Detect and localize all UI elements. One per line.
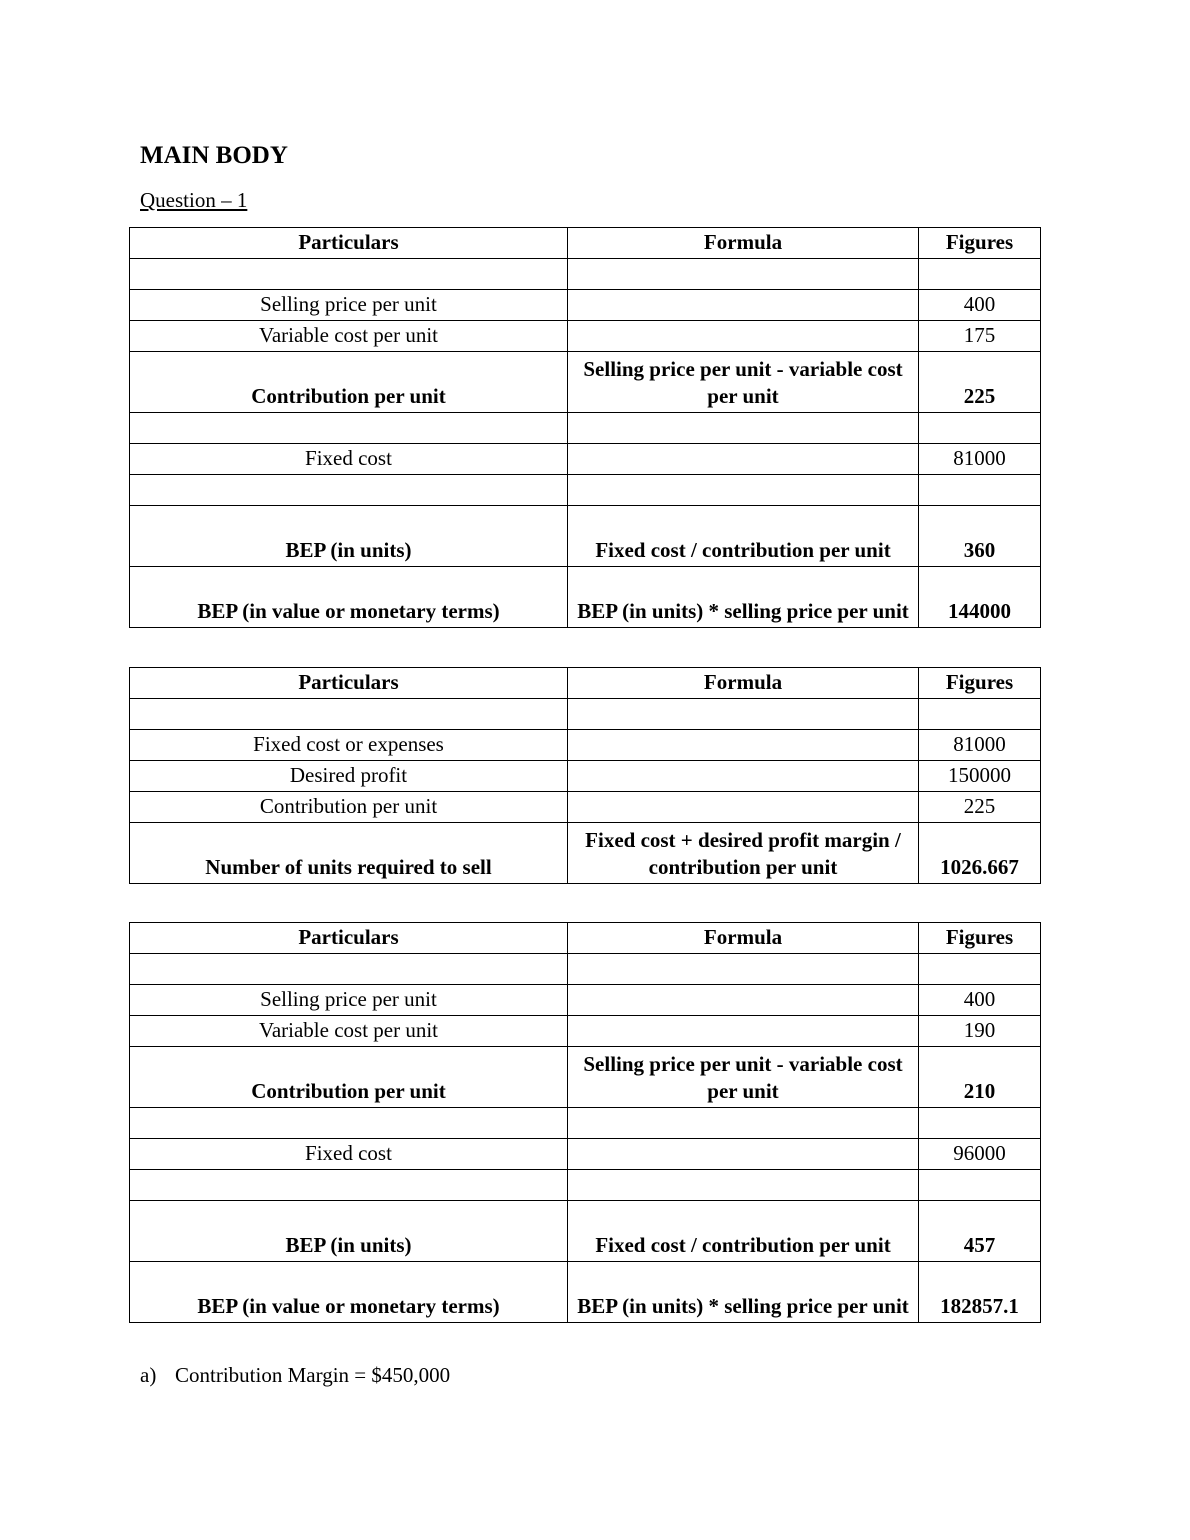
cell-figures (919, 475, 1041, 506)
cell-formula (568, 730, 919, 761)
question-label: Question – 1 (140, 188, 248, 212)
contribution-margin-text: Contribution Margin = $450,000 (175, 1363, 451, 1387)
table-row (130, 567, 1041, 628)
cell-figures: 175 (919, 321, 1041, 352)
cell-formula: BEP (in units) * selling price per unit (568, 567, 919, 628)
cell-particulars (130, 699, 568, 730)
list-marker: a) (140, 1363, 157, 1387)
cell-particulars: BEP (in value or monetary terms) (130, 567, 568, 628)
cell-figures: 210 (919, 1047, 1041, 1108)
cell-particulars: Contribution per unit (130, 792, 568, 823)
page-title: MAIN BODY (140, 142, 288, 169)
table-row (130, 730, 1041, 761)
cell-formula (568, 1108, 919, 1139)
cell-figures: 81000 (919, 730, 1041, 761)
cell-figures: 225 (919, 792, 1041, 823)
column-header-formula: Formula (568, 228, 919, 259)
table-row (130, 1262, 1041, 1323)
column-header-particulars: Particulars (130, 923, 568, 954)
cell-particulars: Selling price per unit (130, 985, 568, 1016)
cell-particulars: Variable cost per unit (130, 1016, 568, 1047)
table-row (130, 352, 1041, 413)
cell-formula (568, 699, 919, 730)
cell-particulars: Contribution per unit (130, 1047, 568, 1108)
table-row (130, 761, 1041, 792)
cell-figures (919, 1108, 1041, 1139)
cell-formula (568, 444, 919, 475)
cell-particulars: Fixed cost (130, 444, 568, 475)
table-header-row (130, 228, 1041, 259)
cell-figures: 190 (919, 1016, 1041, 1047)
cell-figures (919, 413, 1041, 444)
cell-figures: 400 (919, 985, 1041, 1016)
cell-figures: 81000 (919, 444, 1041, 475)
cell-formula (568, 1016, 919, 1047)
table-header-row (130, 668, 1041, 699)
cell-formula (568, 413, 919, 444)
cell-figures: 225 (919, 352, 1041, 413)
cell-particulars: Fixed cost (130, 1139, 568, 1170)
cell-particulars (130, 413, 568, 444)
cell-particulars (130, 475, 568, 506)
table-header-row (130, 923, 1041, 954)
table-row (130, 413, 1041, 444)
table-row (130, 259, 1041, 290)
table-row (130, 1201, 1041, 1262)
cell-particulars: BEP (in value or monetary terms) (130, 1262, 568, 1323)
cell-figures (919, 1170, 1041, 1201)
cell-particulars (130, 1170, 568, 1201)
cell-formula: Fixed cost + desired profit margin / contribution per unit (568, 823, 919, 884)
cell-figures (919, 699, 1041, 730)
cell-formula: BEP (in units) * selling price per unit (568, 1262, 919, 1323)
cell-figures: 360 (919, 506, 1041, 567)
cell-particulars (130, 954, 568, 985)
cell-figures: 182857.1 (919, 1262, 1041, 1323)
table-row (130, 506, 1041, 567)
cell-particulars (130, 259, 568, 290)
bep-table-1 (129, 227, 1041, 628)
cell-formula (568, 761, 919, 792)
cell-figures (919, 259, 1041, 290)
cell-formula: Selling price per unit - variable cost per unit (568, 352, 919, 413)
table-row (130, 954, 1041, 985)
table-row (130, 475, 1041, 506)
cell-formula (568, 1170, 919, 1201)
cell-figures (919, 954, 1041, 985)
table-row (130, 699, 1041, 730)
cell-particulars: Contribution per unit (130, 352, 568, 413)
column-header-formula: Formula (568, 923, 919, 954)
cell-formula (568, 475, 919, 506)
list-item (140, 1361, 450, 1389)
table-row (130, 792, 1041, 823)
cell-formula: Fixed cost / contribution per unit (568, 1201, 919, 1262)
cell-formula (568, 954, 919, 985)
cell-figures: 457 (919, 1201, 1041, 1262)
cell-formula (568, 1139, 919, 1170)
cell-particulars: Desired profit (130, 761, 568, 792)
table-row (130, 321, 1041, 352)
table-row (130, 985, 1041, 1016)
cell-figures: 400 (919, 290, 1041, 321)
table-row (130, 1108, 1041, 1139)
cell-formula (568, 259, 919, 290)
cell-formula (568, 290, 919, 321)
cell-formula: Selling price per unit - variable cost per unit (568, 1047, 919, 1108)
cell-particulars: Fixed cost or expenses (130, 730, 568, 761)
cell-particulars: BEP (in units) (130, 506, 568, 567)
table-row (130, 1170, 1041, 1201)
cell-formula (568, 792, 919, 823)
cell-figures: 150000 (919, 761, 1041, 792)
bep-table-2 (129, 922, 1041, 1323)
column-header-particulars: Particulars (130, 668, 568, 699)
column-header-figures: Figures (919, 923, 1041, 954)
cell-particulars: Number of units required to sell (130, 823, 568, 884)
cell-particulars: BEP (in units) (130, 1201, 568, 1262)
table-row (130, 1139, 1041, 1170)
cell-particulars: Variable cost per unit (130, 321, 568, 352)
table-row (130, 290, 1041, 321)
cell-figures: 144000 (919, 567, 1041, 628)
cell-formula (568, 321, 919, 352)
column-header-figures: Figures (919, 228, 1041, 259)
cell-figures: 96000 (919, 1139, 1041, 1170)
cell-formula (568, 985, 919, 1016)
cell-formula: Fixed cost / contribution per unit (568, 506, 919, 567)
target-profit-table (129, 667, 1041, 884)
table-row (130, 1016, 1041, 1047)
column-header-formula: Formula (568, 668, 919, 699)
table-row (130, 1047, 1041, 1108)
column-header-figures: Figures (919, 668, 1041, 699)
cell-figures: 1026.667 (919, 823, 1041, 884)
column-header-particulars: Particulars (130, 228, 568, 259)
cell-particulars (130, 1108, 568, 1139)
table-row (130, 823, 1041, 884)
cell-particulars: Selling price per unit (130, 290, 568, 321)
table-row (130, 444, 1041, 475)
